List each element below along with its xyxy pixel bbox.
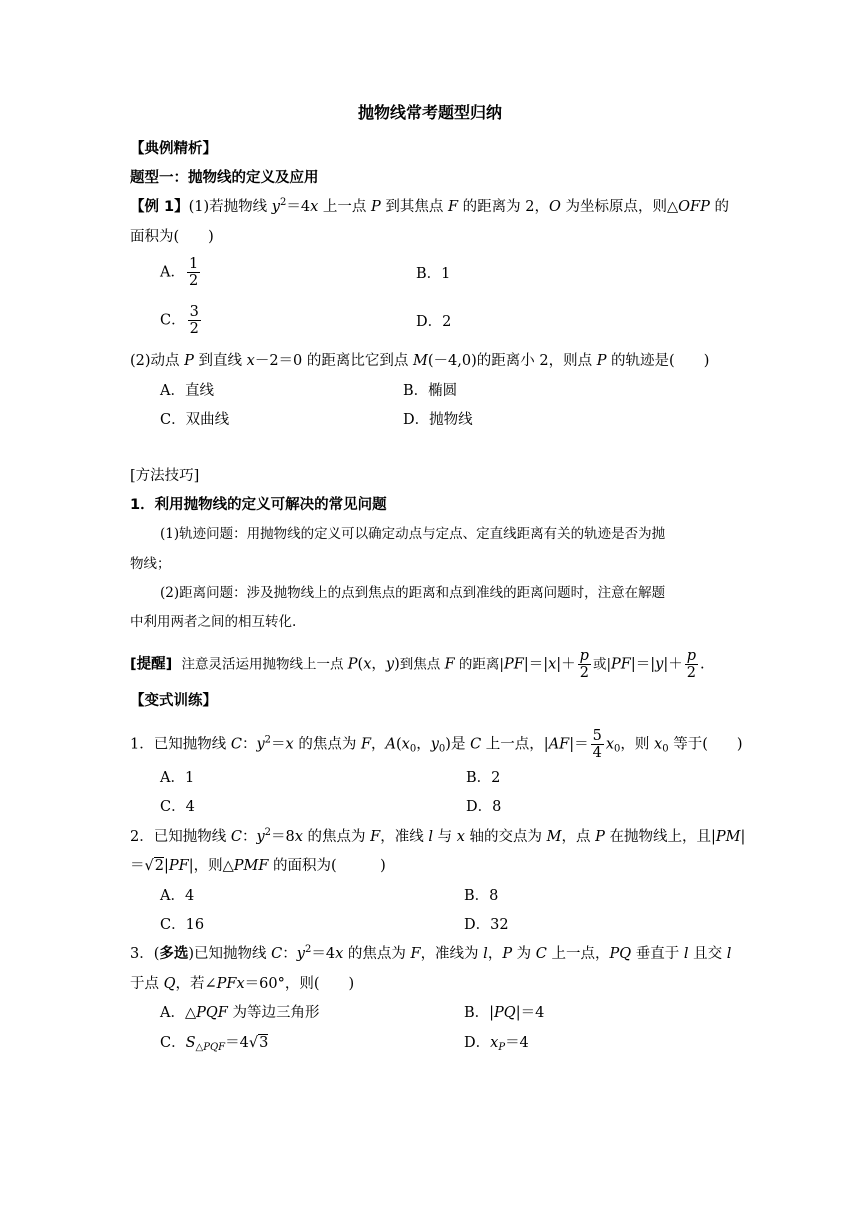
variant-p3-option-b: B．|PQ|＝4 <box>464 1005 545 1021</box>
variant-p2-option-c: C．16 <box>160 917 205 933</box>
ex1-q1-line1: 【例 1】(1)若抛物线 $y^2=4x$ 上一点 P 到其焦点 F 的距离为 2，O 为坐标原点，则△OFP 的 <box>130 197 729 215</box>
variant-p3-line1: 3．(多选)已知抛物线 C：$y^2=4x$ 的焦点为 F，准线为 l，P 为 C 上一点，PQ 垂直于 l 且交 l <box>130 944 732 962</box>
variant-heading: 【变式训练】 <box>130 693 217 709</box>
variant-p1-option-a: A．1 <box>160 770 195 786</box>
variant-p1-option-c: C．4 <box>160 799 195 815</box>
method-tip: [提醒] 注意灵活运用抛物线上一点 P(x，y)到焦点 F 的距离|PF|＝|x|＋ $\frac{p}{2}$ 或|PF|＝|y|＋ $\frac{p}{2}$ . <box>130 648 705 681</box>
ex1-q1-option-d: D．2 <box>416 314 452 330</box>
variant-p2-option-b: B．8 <box>464 888 499 904</box>
ex1-q1-option-a: A． $\frac{1}{2}$ <box>160 256 199 289</box>
ex1-q1-line2: 面积为( ) <box>130 229 214 245</box>
variant-p3-option-d: D．$x_P=4$ <box>464 1035 529 1053</box>
variant-p2-option-a: A．4 <box>160 888 195 904</box>
ex1-q1-option-c: C． $\frac{3}{2}$ <box>160 304 199 337</box>
ex1-q2-option-a: A．直线 <box>160 383 214 399</box>
method-item1-line1: (1)轨迹问题：用抛物线的定义可以确定动点与定点、定直线距离有关的轨迹是否为抛 <box>160 526 666 542</box>
method-item2-line2: 中利用两者之间的相互转化. <box>130 614 297 630</box>
ex1-q2-option-b: B．椭圆 <box>403 383 458 399</box>
variant-p2-line1: 2．已知抛物线 C：$y^2=8x$ 的焦点为 F，准线 l 与 x 轴的交点为 M，点 P 在抛物线上，且|PM| <box>130 827 746 845</box>
variant-p3-option-c: C．$S_{\triangle PQF}=4√3$ <box>160 1035 269 1053</box>
variant-p3-line2: 于点 Q，若∠PFx＝60°，则( ) <box>130 976 355 992</box>
section-example-heading: 【典例精析】 <box>130 141 217 157</box>
type1-heading: 题型一：抛物线的定义及应用 <box>130 170 319 186</box>
variant-p1-option-b: B．2 <box>466 770 501 786</box>
ex1-q1-option-b: B．1 <box>416 266 451 282</box>
method-point-1: 1．利用抛物线的定义可解决的常见问题 <box>130 497 387 513</box>
variant-p1-line: 1．已知抛物线 C：$y^2=x$ 的焦点为 F，$A(x_0$，$y_0$)是 C 上一点，|AF|＝ $\frac{5}{4}$ $x_0$，则 $x_0$ 等于( ) <box>130 728 743 761</box>
variant-p2-option-d: D．32 <box>464 917 509 933</box>
ex1-q2-line: (2)动点 P 到直线 x－2＝0 的距离比它到点 M(－4,0)的距离小 2，则点 P 的轨迹是( ) <box>130 353 710 369</box>
ex1-q2-option-c: C．双曲线 <box>160 412 230 428</box>
variant-p2-line2: ＝√2|PF|，则△PMF 的面积为( ) <box>130 858 386 874</box>
method-heading: [方法技巧] <box>130 468 200 484</box>
variant-p1-option-d: D．8 <box>466 799 502 815</box>
ex1-q2-option-d: D．抛物线 <box>403 412 473 428</box>
page-title: 抛物线常考题型归纳 <box>357 103 502 122</box>
method-item1-line2: 物线； <box>130 556 171 572</box>
method-item2-line1: (2)距离问题：涉及抛物线上的点到焦点的距离和点到准线的距离问题时，注意在解题 <box>160 585 666 601</box>
variant-p3-option-a: A．△PQF 为等边三角形 <box>160 1005 320 1021</box>
